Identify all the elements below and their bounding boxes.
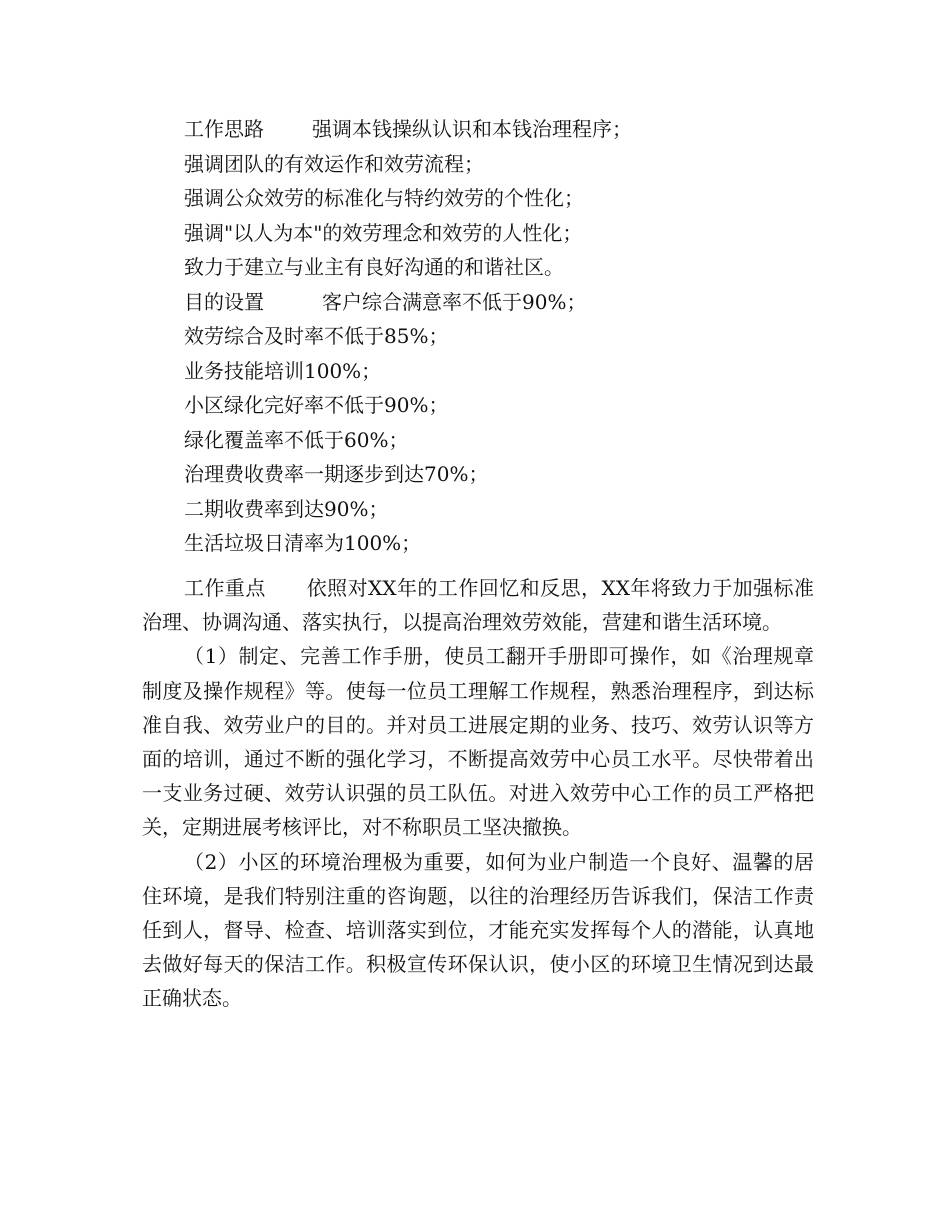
list-line: 治理费收费率一期逐步到达70%； — [184, 462, 489, 486]
list-line: 小区绿化完好率不低于90%； — [184, 393, 449, 417]
paragraph-item-1: （1）制定、完善工作手册，使员工翻开手册即可操作，如《治理规章制度及操作规程》等。使每一位员工理解工作规程，熟悉治理程序，到达标准自我、效劳业户的目的。并对员工进展定期的业务、技巧、效劳认识等方面的培训，通过不断的强化学习，不断提高效劳中心员工水平。尽快带着出一支业务过硬、效劳认识强的员工队伍。对进入效劳中心工作的员工严格把关，定期进展考核评比，对不称职员工坚决撤换。 — [142, 644, 814, 840]
list-line: 业务技能培训100%； — [184, 358, 382, 383]
body-paragraphs — [142, 571, 814, 1016]
section-heading-work-approach: 工作思路 — [184, 117, 264, 141]
section-heading-target-setting: 目的设置 — [184, 289, 264, 314]
list-line: 致力于建立与业主有良好沟通的和谐社区。 — [184, 255, 564, 279]
list-line: 效劳综合及时率不低于85%； — [184, 324, 449, 348]
list-line: 强调团队的有效运作和效劳流程； — [184, 151, 484, 176]
paragraph-item-2: （2）小区的环境治理极为重要，如何为业户制造一个良好、温馨的居住环境，是我们特别注重的咨询题，以往的治理经历告诉我们，保洁工作责任到人，督导、检查、培训落实到位，才能充实发挥每个人的潜能，认真地去做好每天的保洁工作。积极宣传环保认识，使小区的环境卫生情况到达最正确状态。 — [142, 849, 814, 1011]
line-text: 客户综合满意率不低于90%； — [322, 289, 587, 314]
paragraph-work-focus: 工作重点 依照对XX年的工作回忆和反思，XX年将致力于加强标准治理、协调沟通、落实执行，以提高治理效劳效能，营建和谐生活环境。 — [142, 576, 814, 635]
target-setting-line — [184, 285, 824, 320]
list-line: 强调"以人为本"的效劳理念和效劳的人性化； — [184, 220, 583, 245]
line-text: 强调本钱操纵认识和本钱治理程序； — [312, 117, 632, 141]
list-line: 绿化覆盖率不低于60%； — [184, 427, 409, 452]
objective-list — [184, 112, 824, 561]
list-line: 二期收费率到达90%； — [184, 496, 389, 521]
list-line: 强调公众效劳的标准化与特约效劳的个性化； — [184, 186, 584, 210]
list-line: 生活垃圾日清率为100%； — [184, 531, 422, 555]
work-approach-line — [184, 112, 824, 147]
